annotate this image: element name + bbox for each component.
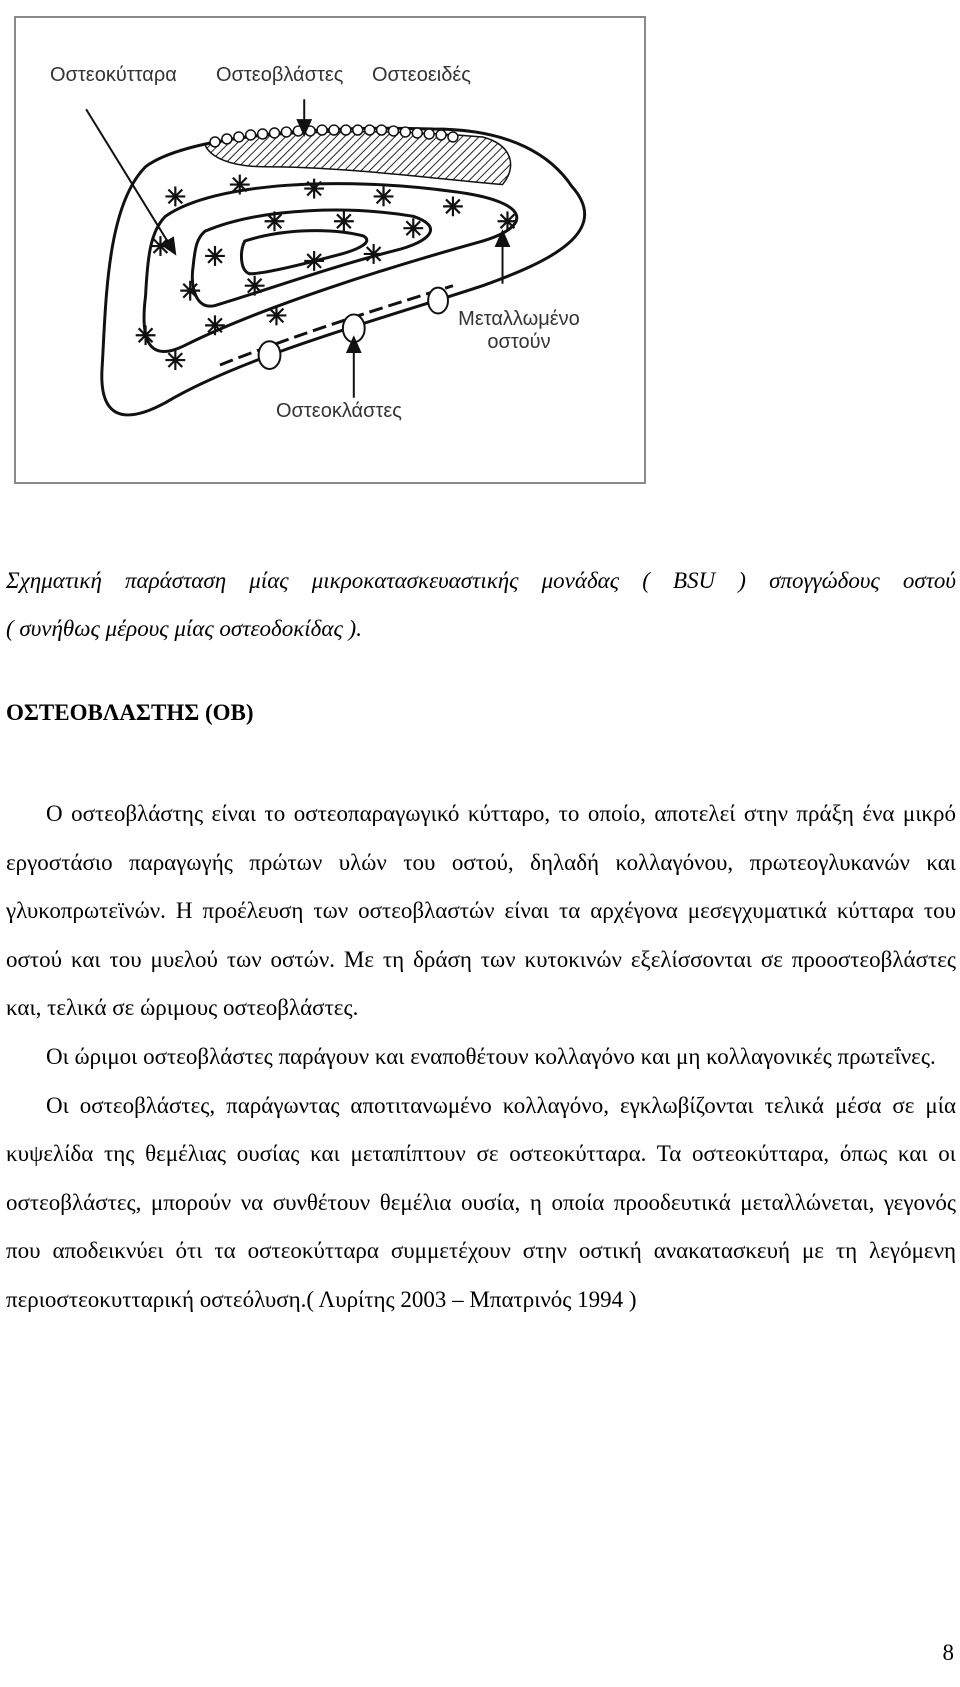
- trabecula-outline: [102, 128, 585, 415]
- reversal-line: [220, 286, 453, 365]
- label-osteoblasts: Οστεοβλάστες: [216, 64, 344, 86]
- caption-line-1: Σχηματική παράσταση μίας μικροκατασκευαστικής μονάδας ( BSU ) σπογγώδους οστού: [6, 568, 956, 593]
- label-mineralized-bone: [444, 308, 594, 354]
- label-osteocytes: Οστεοκύτταρα: [50, 64, 177, 86]
- paragraph: Οι οστεοβλάστες, παράγωντας αποτιτανωμένο κολλαγόνο, εγκλωβίζονται τελικά μέσα σε μία κυψελίδα της θεμέλιας ουσίας και μεταπίπτουν σε οστεοκύτταρα. Τα οστεοκύτταρα, όπως και οι οστεοβλάστες, μπορούν να συνθέτουν θεμέλια ουσία, η οποία προοδευτικά μεταλλώνεται, γεγονός που αποδεικνύει ότι τα οστεοκύτταρα συμμετέχουν στην οστική ανακατασκευή με τη λεγόμενη περιοστεοκυτταρική οστεόλυση.( Λυρίτης 2003 – Μπατρινός 1994 ): [6, 1092, 956, 1312]
- caption-line-2: ( συνήθως μέρους μίας οστεοδοκίδας ).: [6, 616, 362, 641]
- page-number: 8: [942, 1640, 954, 1665]
- figure-caption: [6, 557, 956, 653]
- label-osteoclasts: Οστεοκλάστες: [276, 400, 402, 422]
- label-mineralized-bone-line2: οστούν: [487, 331, 551, 353]
- label-osteoid: Οστεοειδές: [372, 64, 471, 86]
- body-text: [6, 790, 956, 1325]
- section-heading: ΟΣΤΕΟΒΛΑΣΤΗΣ (ΟΒ): [6, 700, 254, 725]
- paragraph: Ο οστεοβλάστης είναι το οστεοπαραγωγικό κύτταρο, το οποίο, αποτελεί στην πράξη ένα μικρό εργοστάσιο παραγωγής πρώτων υλών του οστού, δηλαδή κολλαγόνου, πρωτεογλυκανών και γλυκοπρωτεϊνών. Η προέλευση των οστεοβλαστών είναι τα αρχέγονα μεσεγχυματικά κύτταρα του οστού και του μυελού των οστών. Με τη δράση των κυτοκινών εξελίσσονται σε προοστεοβλάστες και, τελικά σε ώριμους οστεοβλάστες.: [6, 801, 956, 1021]
- paragraph: Οι ώριμοι οστεοβλάστες παράγουν και εναποθέτουν κολλαγόνο και μη κολλαγονικές πρωτεΐνες.: [46, 1043, 936, 1069]
- label-mineralized-bone-line1: Μεταλλωμένο: [458, 308, 580, 330]
- bsu-diagram-figure: [14, 16, 646, 484]
